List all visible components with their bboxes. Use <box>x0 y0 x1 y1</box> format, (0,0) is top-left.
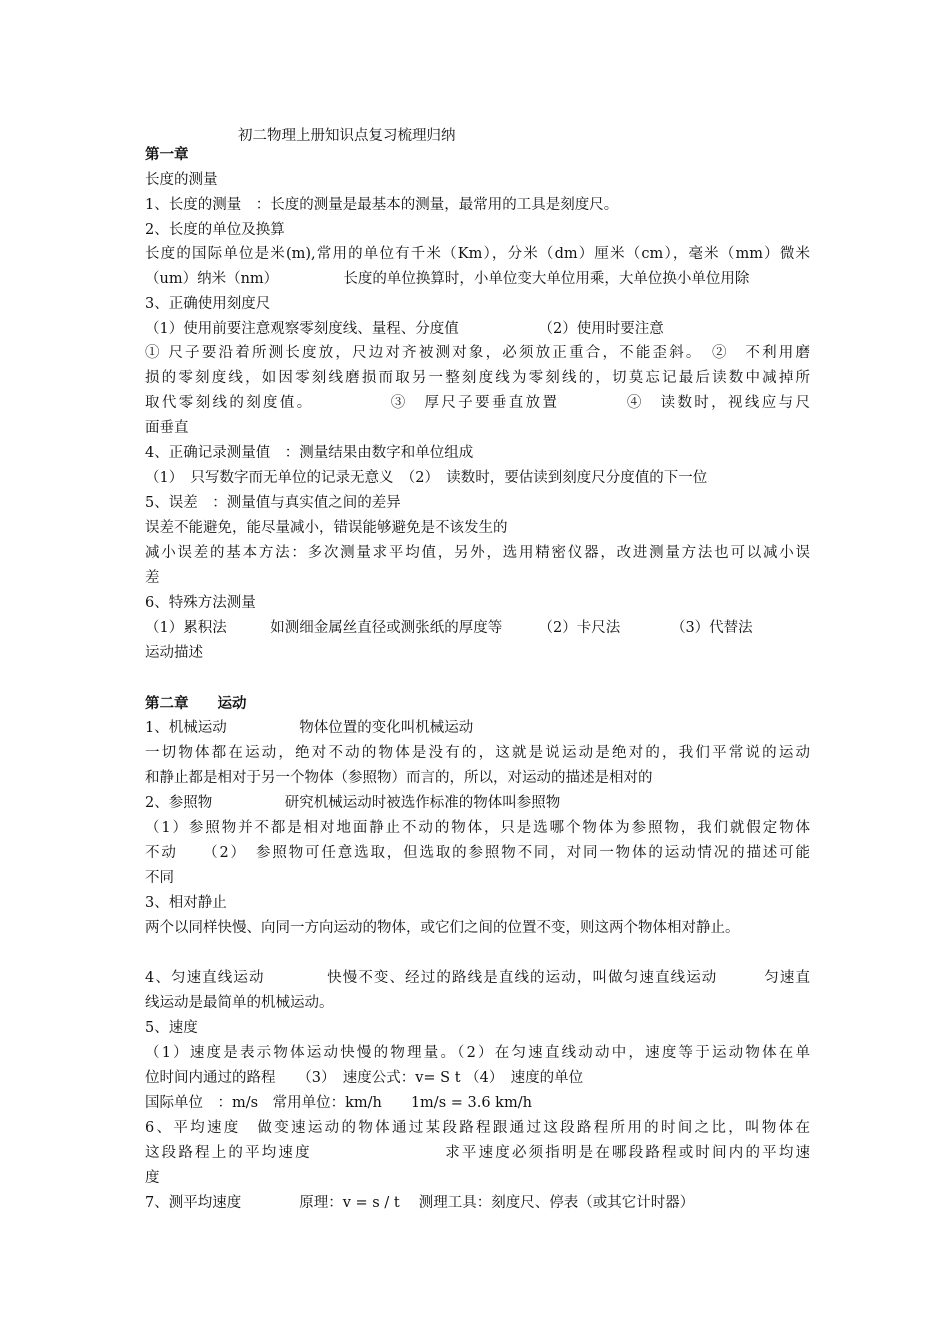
text-line: 差 <box>145 570 160 586</box>
text-line: 长度的国际单位是米(m),常用的单位有千米（Km），分米（dm）厘米（cm），毫米（mm）微米 <box>145 246 810 262</box>
text-line: 一切物体都在运动，绝对不动的物体是没有的，这就是说运动是绝对的，我们平常说的运动 <box>145 745 810 761</box>
text-line: 7、测平均速度 原理：v = s / t 测理工具：刻度尺、停表（或其它计时器） <box>145 1195 695 1211</box>
text-line: 不动 （2） 参照物可任意选取，但选取的参照物不同，对同一物体的运动情况的描述可能 <box>145 845 810 861</box>
text-line: 国际单位 ：m/s 常用单位：km/h 1m/s = 3.6 km/h <box>145 1095 532 1111</box>
text-line: 长度的测量 <box>145 172 218 188</box>
text-line: 取代零刻线的刻度值。 ③ 厚尺子要垂直放置 ④ 读数时，视线应与尺 <box>145 395 810 411</box>
text-line: 面垂直 <box>145 420 189 436</box>
text-line: 3、正确使用刻度尺 <box>145 296 271 312</box>
text-line: 度 <box>145 1170 160 1186</box>
text-line: 1、长度的测量 ：长度的测量是最基本的测量，最常用的工具是刻度尺。 <box>145 197 619 213</box>
text-line: （um）纳米（nm） 长度的单位换算时，小单位变大单位用乘，大单位换小单位用除 <box>145 271 750 287</box>
text-line: 误差不能避免，能尽量减小，错误能够避免是不该发生的 <box>145 520 508 536</box>
text-line: （1）使用前要注意观察零刻度线、量程、分度值 （2）使用时要注意 <box>145 321 664 337</box>
text-line: 6、平均速度 做变速运动的物体通过某段路程跟通过这段路程所用的时间之比，叫物体在 <box>145 1120 810 1136</box>
text-line: 两个以同样快慢、向同一方向运动的物体，或它们之间的位置不变，则这两个物体相对静止。 <box>145 920 740 936</box>
text-line: 6、特殊方法测量 <box>145 595 256 611</box>
text-line: 损的零刻度线，如因零刻线磨损而取另一整刻度线为零刻线的，切莫忘记最后读数中减掉所 <box>145 370 810 386</box>
text-line: 5、速度 <box>145 1020 198 1036</box>
text-line: 2、参照物 研究机械运动时被选作标准的物体叫参照物 <box>145 795 561 811</box>
text-line: 线运动是最简单的机械运动。 <box>145 995 334 1011</box>
text-line: 3、相对静止 <box>145 895 227 911</box>
text-line: ① 尺子要沿着所测长度放，尺边对齐被测对象，必须放正重合，不能歪斜。 ② 不利用磨 <box>145 345 810 361</box>
text-line: 位时间内通过的路程 （3） 速度公式：v= S t （4） 速度的单位 <box>145 1070 584 1086</box>
text-line: 减小误差的基本方法：多次测量求平均值，另外，选用精密仪器，改进测量方法也可以减小误 <box>145 545 810 561</box>
text-line: 这段路程上的平均速度 求平速度必须指明是在哪段路程或时间内的平均速 <box>145 1145 810 1161</box>
text-line: 4、匀速直线运动 快慢不变、经过的路线是直线的运动，叫做匀速直线运动 匀速直 <box>145 970 810 986</box>
chapter-heading: 第二章 运动 <box>145 695 247 712</box>
text-line: （1）速度是表示物体运动快慢的物理量。（2）在匀速直线动动中，速度等于运动物体在单 <box>145 1045 810 1061</box>
text-line: 不同 <box>145 870 174 886</box>
text-line: 2、长度的单位及换算 <box>145 222 285 238</box>
text-line: 4、正确记录测量值 ：测量结果由数字和单位组成 <box>145 445 474 461</box>
text-line: 和静止都是相对于另一个物体（参照物）而言的，所以，对运动的描述是相对的 <box>145 770 653 786</box>
text-line: 1、机械运动 物体位置的变化叫机械运动 <box>145 720 474 736</box>
text-line: （1） 只写数字而无单位的记录无意义 （2） 读数时，要估读到刻度尺分度值的下一位 <box>145 470 708 486</box>
chapter-heading: 第一章 <box>145 146 189 163</box>
text-line: （1）参照物并不都是相对地面静止不动的物体，只是选哪个物体为参照物，我们就假定物体 <box>145 820 810 836</box>
text-line: 运动描述 <box>145 645 203 661</box>
text-line: （1）累积法 如测细金属丝直径或测张纸的厚度等 （2）卡尺法 （3）代替法 <box>145 620 753 636</box>
document-title: 初二物理上册知识点复习梳理归纳 <box>238 128 456 144</box>
text-line: 5、误差 ：测量值与真实值之间的差异 <box>145 495 401 511</box>
